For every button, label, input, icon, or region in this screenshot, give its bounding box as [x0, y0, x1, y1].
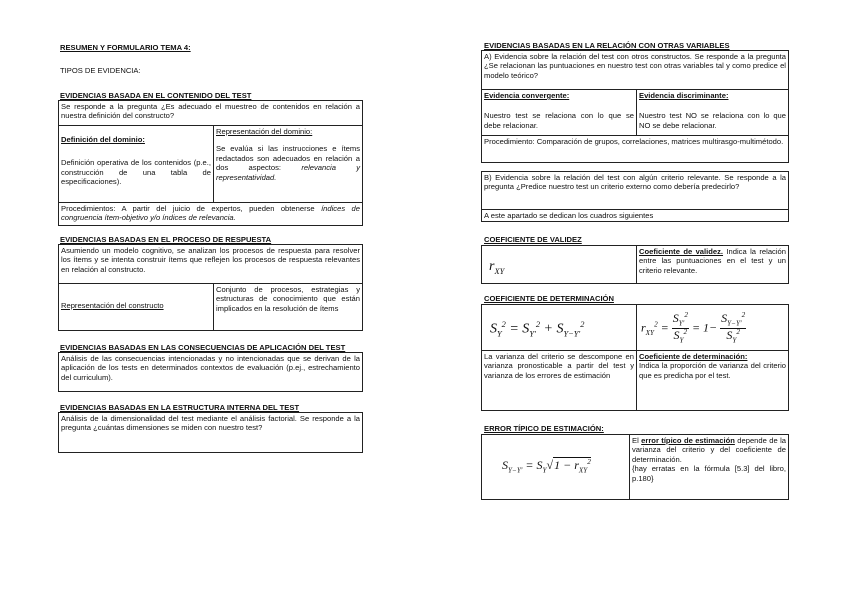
constructs-evidence-text: A) Evidencia sobre la relación del test con otros constructos. Se responde a la pregunta ¿Se relacionan las puntuaciones en nuestro test con otras variables tal y como predice el modelo teórico?	[484, 52, 786, 80]
response-process-table	[58, 244, 363, 331]
discriminant-evidence-title: Evidencia discriminante:	[639, 91, 729, 100]
domain-representation-cell	[213, 125, 362, 202]
domain-definition-title: Definición del dominio:	[61, 135, 145, 144]
validity-coefficient-heading: COEFICIENTE DE VALIDEZ	[484, 235, 582, 244]
convergent-evidence-title: Evidencia convergente:	[484, 91, 570, 100]
document-title: RESUMEN Y FORMULARIO TEMA 4:	[60, 43, 191, 52]
construct-representation-title: Representación del constructo	[61, 301, 164, 310]
evidence-types-label: TIPOS DE EVIDENCIA:	[60, 66, 141, 75]
standard-error-heading: ERROR TÍPICO DE ESTIMACIÓN:	[484, 424, 604, 433]
validity-description: Coeficiente de validez. Indica la relación entre las puntuaciones en el test y un criterio relevante.	[636, 246, 788, 283]
content-evidence-intro: Se responde a la pregunta ¿Es adecuado el muestreo de contenidos en relación a nuestra definición del constructo?	[61, 102, 360, 121]
domain-definition-text: Definición operativa de los contenidos (p.e., construcción de una tabla de especificaciones).	[61, 158, 211, 187]
validity-formula: $r_{XY}$	[489, 259, 505, 276]
validity-coefficient-table	[481, 245, 789, 284]
construct-representation-text: Conjunto de procesos, estrategias y estructuras de conocimiento que están implicados en la resolución de ítems	[213, 283, 362, 330]
response-process-intro: Asumiendo un modelo cognitivo, se analizan los procesos de respuesta para resolver los ítems y se intenta construir ítems que reflejen los procesos de respuesta relevantes en relación al constructo.	[61, 246, 360, 274]
internal-structure-box	[58, 412, 363, 453]
errata-note: {hay erratas en la fórmula [5.3] del libro, p.180}	[632, 464, 786, 483]
standard-error-formula: $S_{Y-Y'} = S_Y√1 - r_{XY}^2$	[502, 458, 591, 475]
determination-coefficient-heading: COEFICIENTE DE DETERMINACIÓN	[484, 294, 614, 303]
determination-description: Coeficiente de determinación: Indica la proporción de varianza del criterio que es predicha por el test.	[636, 350, 788, 410]
convergent-evidence-text: Nuestro test se relaciona con lo que se debe relacionar.	[484, 111, 634, 130]
domain-representation-text: Se evalúa si las instrucciones e ítems redactados son adecuados en relación a dos aspectos: relevancia y representatividad.	[216, 144, 360, 182]
response-process-heading: EVIDENCIAS BASADAS EN EL PROCESO DE RESPUESTA	[60, 235, 272, 244]
internal-structure-heading: EVIDENCIAS BASADAS EN LA ESTRUCTURA INTERNA DEL TEST	[60, 403, 300, 412]
consequences-text: Análisis de las consecuencias intencionadas y no intencionadas que se derivan de la aplicación de los tests en determinados contextos de evaluación (p.ej., estrechamiento del curriculum).	[61, 354, 360, 382]
discriminant-evidence-text: Nuestro test NO se relaciona con lo que NO se debe relacionar.	[639, 111, 786, 130]
construct-representation-cell	[59, 283, 213, 330]
determination-formula: $r_{XY}^2$ = $\frac{S_{Y'}^2}{S_Y^2}$ = 1− $\frac{S_{Y-Y'}^2}{S_Y^2}$	[636, 305, 788, 350]
content-procedures: Procedimientos: A partir del juicio de expertos, pueden obtenerse índices de congruencia ítem-objetivo y/o índices de relevancia.	[59, 202, 362, 225]
procedure-text: Procedimiento: Comparación de grupos, correlaciones, matrices multirasgo-multimétodo.	[482, 135, 788, 162]
convergent-evidence-cell	[482, 89, 636, 135]
other-variables-table	[481, 50, 789, 163]
discriminant-evidence-cell	[636, 89, 788, 135]
domain-representation-title: Representación del dominio:	[216, 127, 313, 136]
criterion-evidence-note: A este apartado se dedican los cuadros siguientes	[482, 209, 788, 221]
consequences-box	[58, 352, 363, 392]
content-evidence-table	[58, 100, 363, 226]
criterion-evidence-text: B) Evidencia sobre la relación del test con algún criterio relevante. Se responde a la pregunta ¿Predice nuestro test un criterio externo como debería predecirlo?	[484, 173, 786, 192]
content-evidence-heading: EVIDENCIAS BASADA EN EL CONTENIDO DEL TEST	[60, 91, 252, 100]
criterion-evidence-table	[481, 171, 789, 222]
standard-error-description: El error típico de estimación depende de la varianza del criterio y del coeficiente de determinación. {hay erratas en la fórmula [5.3] del libro, p.180}	[629, 435, 788, 499]
consequences-heading: EVIDENCIAS BASADAS EN LAS CONSECUENCIAS DE APLICACIÓN DEL TEST	[60, 343, 346, 352]
internal-structure-text: Análisis de la dimensionalidad del test mediante el análisis factorial. Se responde a la pregunta ¿cuántas dimensiones se miden con nuestro test?	[61, 414, 360, 433]
variance-decomposition-formula: $S_Y^2 = S_{Y'}^2 + S_{Y-Y'}^2$	[490, 320, 585, 339]
standard-error-table	[481, 434, 789, 500]
domain-definition-cell	[59, 125, 213, 202]
variance-decomposition-text: La varianza del criterio se descompone en varianza pronosticable a partir del test y varianza de los errores de estimación	[482, 350, 636, 410]
other-variables-heading: EVIDENCIAS BASADAS EN LA RELACIÓN CON OTRAS VARIABLES	[484, 41, 730, 50]
determination-coefficient-table	[481, 304, 789, 411]
